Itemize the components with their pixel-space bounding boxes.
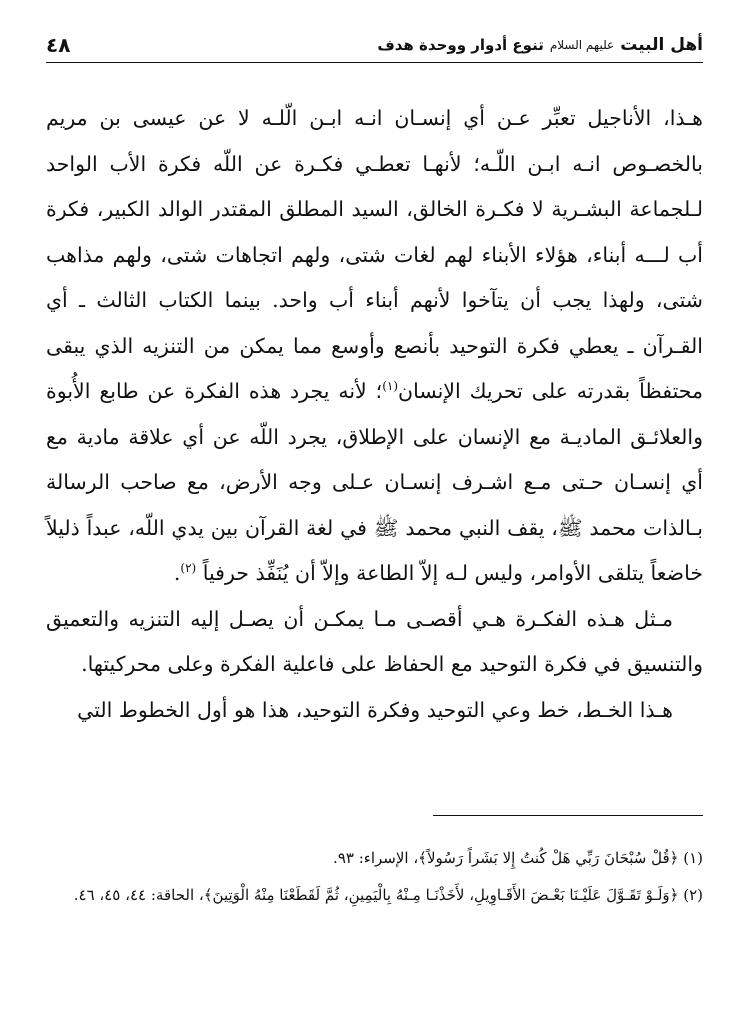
footnote-2 — [46, 877, 703, 914]
paragraph-1 — [46, 96, 703, 597]
page-number: ٤٨ — [46, 33, 71, 57]
paragraph-3: هـذا الخـط، خط وعي التوحيد وفكرة التوحيد، هذا هو أول الخطوط التي — [77, 697, 673, 722]
paragraph-1-part-c: . — [173, 561, 181, 585]
footnote-ref-1: (١) — [382, 379, 399, 394]
footnote-divider — [433, 815, 703, 816]
paragraph-2: مـثل هـذه الفكـرة هـي أقصـى مـا يمكـن أن يصـل إليه التنزيه والتعميق والتنسيق في فكرة التوحيد مع الحفاظ على فاعلية الفكرة وعلى محركيتها. — [46, 606, 703, 676]
footnote-2-text: ﴿وَلَـوْ تَقَـوَّلَ عَلَيْـنَا بَعْـضَ الأَقَـاوِيلِ، لأَخَذْنَـا مِـنْهُ بِالْيَمِينِ، ثُمَّ لَقَطَعْنَا مِنْهُ الْوَتِينَ﴾، الحاقة: ٤٤، ٤٥، ٤٦. — [73, 886, 679, 904]
footnotes — [46, 840, 703, 914]
footnote-2-marker: (٢) — [683, 886, 703, 904]
footnote-ref-2: (٢) — [180, 561, 197, 576]
header-book-title: أهل البيت — [620, 35, 703, 55]
paragraph-1-part-a: هـذا، الأناجيل تعبِّر عـن أي إنسـان انـه ابـن الّلـه لا عن عيسى بن مريم بالخصـوص انـه ابـن اللّـه؛ لأنهـا تعطـي فكـرة عن اللّه فكرة الأب الواحد لـلجماعة البشـرية لا فكـرة الخالق، السيد المطلق المقتدر الوالد الكبير، فكرة أب لـــه أبناء، هؤلاء الأبناء لهم لغات شتى، ولهم اتجاهات شتى، ولهم مذاهب شتى، ولهذا يجب أن يتآخوا لأنهم أبناء أب واحد. بينما الكتاب الثالث ـ أي القـرآن ـ يعطي فكرة التوحيد بأنصع وأوسع مما يمكن من التنزيه الذي يبقى محتفظاً بقدرته على تحريك الإنسان — [46, 106, 703, 403]
header-divider — [46, 62, 703, 63]
running-header — [46, 30, 703, 60]
footnote-1 — [46, 840, 703, 877]
paragraph-1-part-b: ؛ لأنه يجرد هذه الفكرة عن طابع الأُبوة والعلائـق الماديـة مع الإنسان على الإطلاق، يجرد اللّه عن أي علاقة مادية مع أي إنسـان حـتى مـع اشـرف إنسـان عـلى وجه الأرض، مع صاحب الرسالة بـالذات محمد ﷺ، يقف النبي محمد ﷺ في لغة القرآن بين يدي اللّه، عبداً ذليلاً خاضعاً يتلقى الأوامر، وليس لـه إلاّ الطاعة وإلاّ أن يُنَفِّذ حرفياً — [46, 379, 703, 585]
footnote-1-marker: (١) — [683, 849, 703, 867]
body-text — [46, 96, 703, 733]
header-title-group — [377, 35, 703, 55]
header-subtitle: تنوع أدوار ووحدة هدف — [377, 36, 544, 54]
footnote-1-text: ﴿قُلْ سُبْحَانَ رَبِّي هَلْ كُنتُ إِلا بَشَراً رَسُولاً﴾، الإسراء: ٩٣. — [333, 849, 679, 867]
header-honorific: عليهم السلام — [549, 38, 615, 52]
